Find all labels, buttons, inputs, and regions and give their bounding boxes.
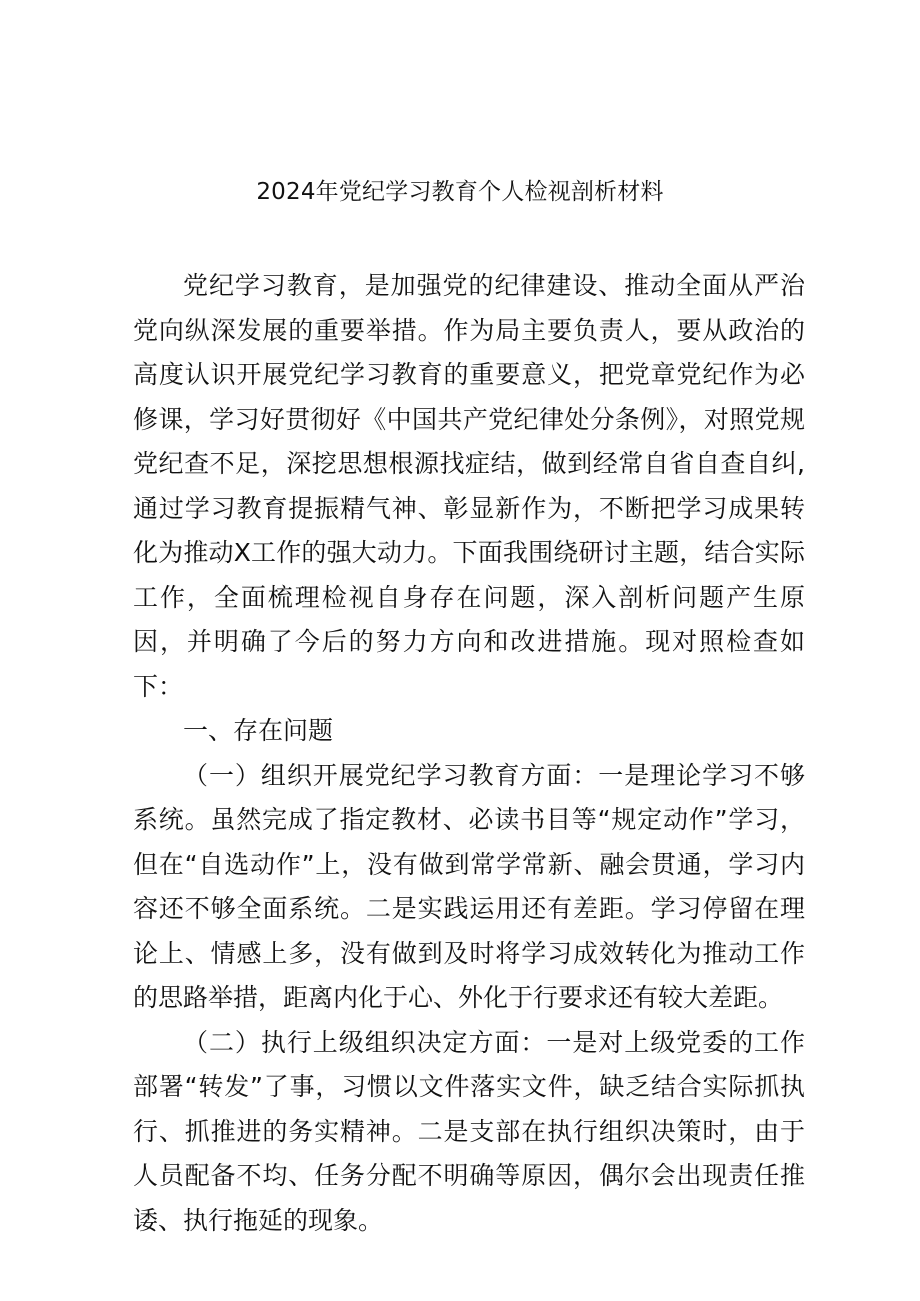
intro-paragraph: 党纪学习教育，是加强党的纪律建设、推动全面从严治党向纵深发展的重要举措。作为局主要负责人，要从政治的高度认识开展党纪学习教育的重要意义，把党章党纪作为必修课，学习好贯彻好《中国共产党纪律处分条例》，对照党规党纪查不足，深挖思想根源找症结，做到经常自省自查自纠,通过学习教育提振精气神、彰显新作为，不断把学习成果转化为推动X工作的强大动力。下面我围绕研讨主题，结合实际工作，全面梳理检视自身存在问题，深入剖析问题产生原因，并明确了今后的努力方向和改进措施。现对照检查如下： [133, 271, 805, 701]
section-heading-problems: 一、存在问题 [183, 716, 334, 745]
problem-paragraph-2: （二）执行上级组织决定方面：一是对上级党委的工作部署“转发”了事，习惯以文件落实文件，缺乏结合实际抓执行、抓推进的务实精神。二是支部在执行组织决策时，由于人员配备不均、任务分配不明确等原因，偶尔会出现责任推诿、执行拖延的现象。 [133, 1027, 805, 1235]
document-body [133, 264, 805, 1243]
problem-paragraph-1: （一）组织开展党纪学习教育方面：一是理论学习不够系统。虽然完成了指定教材、必读书目等“规定动作”学习，但在“自选动作”上，没有做到常学常新、融会贯通，学习内容还不够全面系统。二是实践运用还有差距。学习停留在理论上、情感上多，没有做到及时将学习成效转化为推动工作的思路举措，距离内化于心、外化于行要求还有较大差距。 [133, 760, 805, 1012]
document-title: 2024年党纪学习教育个人检视剖析材料 [256, 179, 664, 205]
